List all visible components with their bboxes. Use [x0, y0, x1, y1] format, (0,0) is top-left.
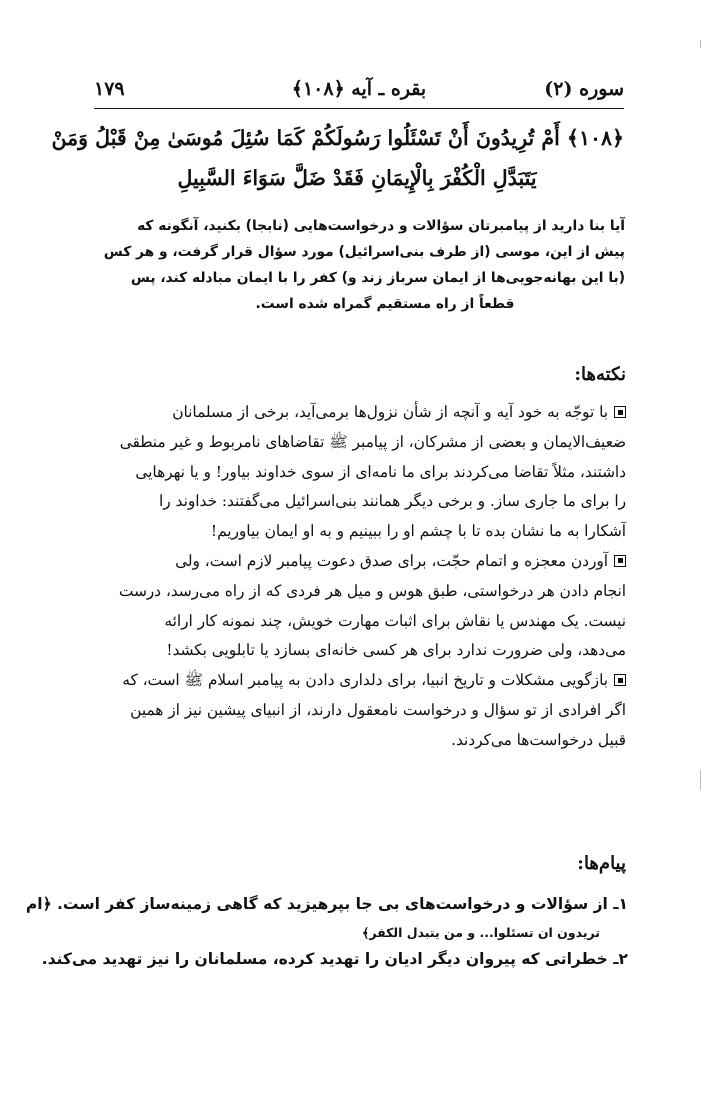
messages-heading: پیام‌ها: — [577, 853, 626, 874]
page-header — [94, 76, 624, 106]
message-text: ۱ـ از سؤالات و درخواست‌های بی جا بپرهیزید که گاهی زمینه‌ساز کفر است. ﴿ام — [25, 895, 628, 913]
note-line: قبیل درخواست‌ها می‌کردند. — [451, 730, 626, 749]
scan-edge-mark — [700, 770, 701, 790]
note-line: آشکارا به ما نشان بده تا با چشم او را ببینیم و به او ایمان بیاوریم! — [210, 522, 626, 541]
note-line: با توجّه به خود آیه و آنچه از شأن نزول‌ها برمی‌آید، برخی از مسلمانان — [172, 403, 608, 421]
note-line: بازگویی مشکلات و تاریخ انبیا، برای دلداری دادن به پیامبر اسلام ﷺ است، که — [122, 671, 608, 690]
verse-translation — [103, 213, 625, 317]
header-divider — [94, 108, 624, 109]
translation-line: (با این بهانه‌جویی‌ها از ایمان سرباز زند و) کفر را با ایمان مبادله کند، پس — [130, 270, 625, 286]
translation-line: قطعاً از راه مستقیم گمراه شده است. — [255, 296, 515, 312]
translation-line: پیش از این، موسی (از طرف بنی‌اسرائیل) مورد سؤال قرار گرفت، و هر کس — [103, 244, 625, 260]
scan-edge-mark — [700, 40, 701, 48]
translation-line: آیا بنا دارید از پیامبرتان سؤالات و درخواست‌هایی (نابجا) بکنید، آنگونه که — [137, 218, 625, 234]
square-bullet-icon — [614, 555, 626, 567]
ayah-reference: بقره ـ آیه ﴿۱۰۸﴾ — [291, 78, 427, 100]
verse-line: ﴿۱۰۸﴾ أَمْ تُرِيدُونَ أَنْ تَسْئَلُوا رَسُولَكُمْ كَمَا سُئِلَ مُوسَىٰ مِنْ قَبْلُ وَمَنْ — [51, 126, 624, 150]
notes-heading: نکته‌ها: — [574, 364, 626, 385]
message-item — [41, 950, 628, 968]
note-item — [96, 547, 626, 666]
note-line: اگر افرادی از تو سؤال و درخواست نامعقول دارند، از انبیای پیشین نیز از همین — [130, 700, 626, 719]
messages-list — [25, 889, 628, 968]
note-line: ضعیف‌الایمان و بعضی از مشرکان، از پیامبر ﷺ تقاضاهای نامربوط و غیر منطقی — [119, 432, 626, 451]
note-line: انجام دادن هر درخواستی، طبق هوس و میل هر فردی که از راه می‌رسد، درست — [118, 581, 626, 600]
note-line: آوردن معجزه و اتمام حجّت، برای صدق دعوت پیامبر لازم است، ولی — [175, 551, 608, 570]
notes-list — [96, 398, 626, 756]
note-line: را برای ما جاری ساز. و برخی دیگر همانند بنی‌اسرائیل می‌گفتند: خداوند را — [159, 492, 626, 511]
square-bullet-icon — [614, 406, 626, 418]
verse-line: يَتَبَدَّلِ الْكُفْرَ بِالْإِيمَانِ فَقَدْ ضَلَّ سَوَاءَ السَّبِيلِ — [177, 166, 537, 190]
note-item — [96, 398, 626, 547]
note-item — [96, 666, 626, 755]
square-bullet-icon — [614, 674, 626, 686]
message-item — [25, 889, 628, 940]
note-line: می‌دهد، ولی ضرورت ندارد برای هر کسی خانه‌ای بسازد یا تابلویی بکشد! — [166, 641, 626, 660]
surah-label: سوره (۲) — [544, 78, 624, 100]
page-number: ۱۷۹ — [94, 78, 125, 100]
note-line: نیست. یک مهندس یا نقاش برای اثبات مهارت خویش، چند نمونه کار ارائه — [164, 611, 626, 630]
message-verse-reference: تریدون ان تسئلوا... و من یتبدل الکفر﴾ — [362, 925, 600, 940]
message-text: ۲ـ خطراتی که پیروان دیگر ادیان را تهدید کرده، مسلمانان را نیز تهدید می‌کند. — [41, 950, 628, 968]
quran-verse — [51, 118, 624, 198]
note-line: داشتند، مثلاً تقاضا می‌کردند برای ما نامه‌ای از سوی خداوند بیاور! و یا نهرهایی — [135, 462, 626, 481]
